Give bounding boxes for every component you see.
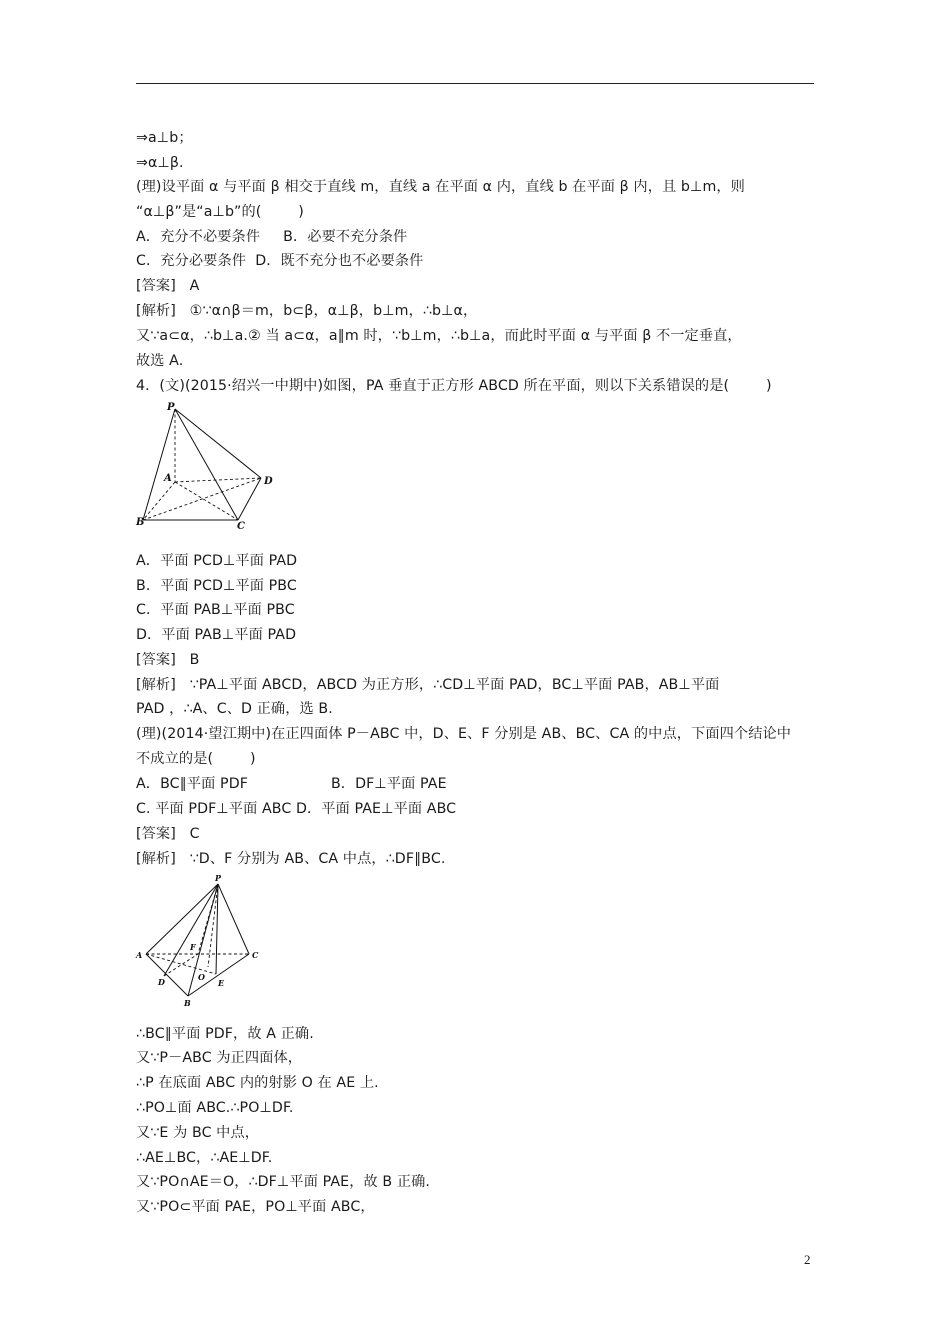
label-B: B [136,517,145,528]
analysis-line: ∴P 在底面 ABC 内的射影 O 在 AE 上. [136,1075,379,1091]
option-line: D．平面 PAB⊥平面 PAD [136,627,297,643]
text-line: (理)设平面 α 与平面 β 相交于直线 m，直线 a 在平面 α 内，直线 b 在平面 β 内，且 b⊥m，则 [136,179,745,195]
option-line: C．平面 PAB⊥平面 PBC [136,602,295,618]
option-line: C. 平面 PDF⊥平面 ABC D．平面 PAE⊥平面 ABC [136,801,457,817]
answer-line: [答案] A [136,278,200,294]
label-C: C [237,521,245,532]
answer-line: [答案] C [136,826,200,842]
label-P: P [215,873,222,883]
label-D: D [264,476,273,487]
label-P: P [167,402,175,413]
label-F: F [190,942,196,952]
analysis-line: 又∵E 为 BC 中点， [136,1125,260,1141]
analysis-line: [解析] ①∵α∩β＝m，b⊂β，α⊥β，b⊥m，∴b⊥α， [136,303,478,319]
option-line: B．平面 PCD⊥平面 PBC [136,578,297,594]
analysis-line: PAD ，∴A、C、D 正确，选 B. [136,701,333,717]
text-line: “α⊥β”是“a⊥b”的( ) [136,204,304,220]
analysis-line: 又∵PO⊂平面 PAE，PO⊥平面 ABC， [136,1199,375,1215]
analysis-line: ∴PO⊥面 ABC.∴PO⊥DF. [136,1100,294,1116]
analysis-line: 故选 A. [136,353,184,369]
analysis-line: 又∵P－ABC 为正四面体， [136,1050,303,1066]
label-A: A [164,473,172,484]
analysis-line: 又∵PO∩AE＝O，∴DF⊥平面 PAE，故 B 正确. [136,1174,431,1190]
analysis-line: ∴BC∥平面 PDF，故 A 正确. [136,1026,314,1042]
analysis-line: [解析] ∵D、F 分别为 AB、CA 中点，∴DF∥BC. [136,851,446,867]
text-line: ⇒α⊥β. [136,155,184,171]
label-C: C [252,950,259,960]
option-line: A．BC∥平面 PDF B．DF⊥平面 PAE [136,776,447,792]
analysis-line: 又∵a⊂α，∴b⊥a.② 当 a⊂α，a∥m 时，∵b⊥m，∴b⊥a，而此时平面 α 与平面 β 不一定垂直， [136,328,742,344]
figure-regular-tetrahedron [132,870,262,1010]
label-D: D [158,977,165,987]
option-line: C．充分必要条件 D．既不充分也不必要条件 [136,253,424,269]
page-number: 2 [804,1252,811,1267]
text-line: ⇒a⊥b； [136,130,193,146]
label-O: O [198,972,205,982]
question-line: 不成立的是( ) [136,751,256,767]
option-line: A．充分不必要条件 B．必要不充分条件 [136,229,408,245]
label-B: B [184,998,191,1008]
question-line: 4．(文)(2015·绍兴一中期中)如图，PA 垂直于正方形 ABCD 所在平面，则以下关系错误的是( ) [136,378,772,394]
label-A: A [136,950,143,960]
analysis-line: ∴AE⊥BC，∴AE⊥DF. [136,1150,273,1166]
analysis-line: [解析] ∵PA⊥平面 ABCD，ABCD 为正方形，∴CD⊥平面 PAD，BC⊥平面 PAB，AB⊥平面 [136,677,720,693]
question-line: (理)(2014·望江期中)在正四面体 P－ABC 中，D、E、F 分别是 AB、BC、CA 的中点，下面四个结论中 [136,726,792,742]
label-E: E [218,978,225,988]
option-line: A．平面 PCD⊥平面 PAD [136,553,298,569]
header-rule [136,83,814,84]
figure-pyramid-square-base [134,398,284,532]
answer-line: [答案] B [136,652,200,668]
